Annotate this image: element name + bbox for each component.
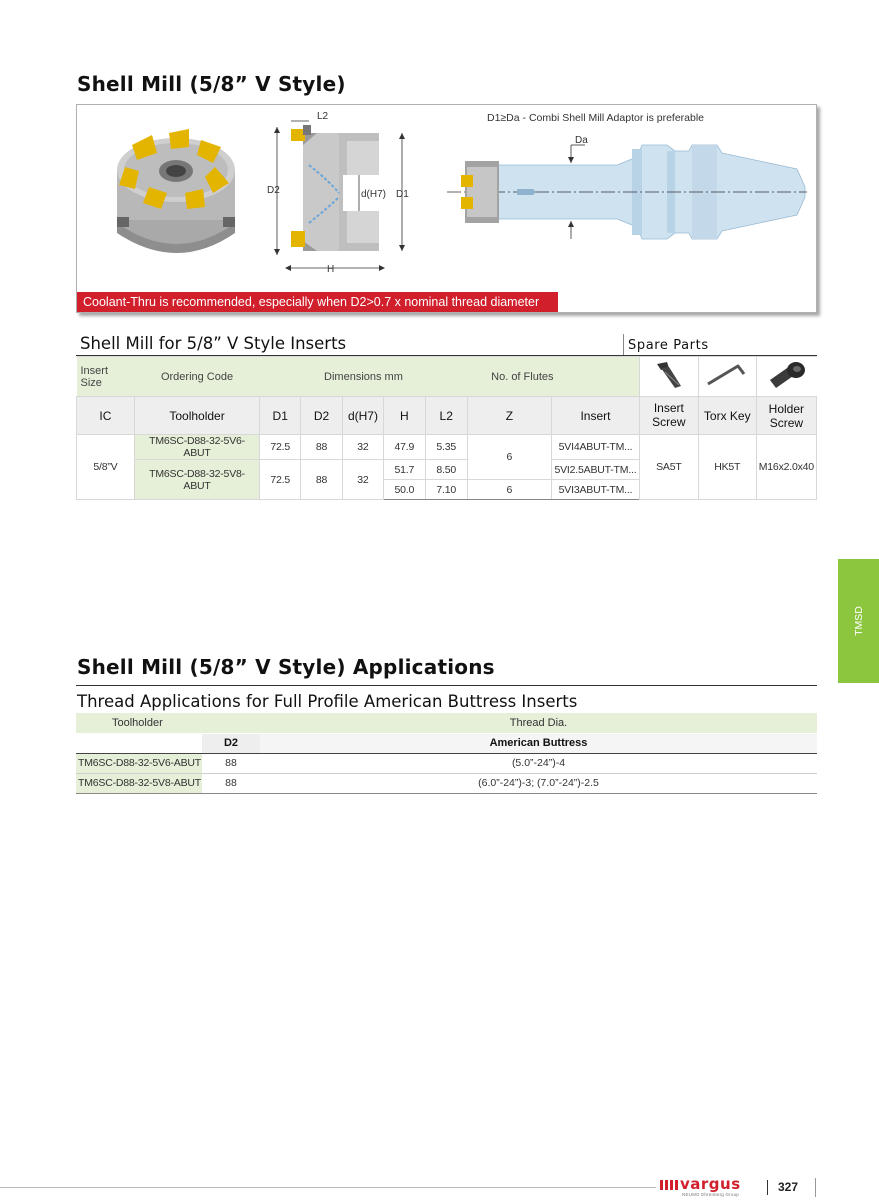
cell-holder-screw: M16x2.0x40 — [756, 435, 816, 500]
group-ordering-code: Ordering Code — [134, 357, 259, 397]
vargus-logo-mark-icon — [660, 1180, 678, 1190]
app-toolholder-2: TM6SC-D88-32-5V8-ABUT — [76, 773, 202, 793]
col-l2: L2 — [425, 397, 467, 435]
tool-drawings — [77, 105, 817, 313]
label-h: H — [327, 264, 335, 275]
app-col-american-buttress: American Buttress — [260, 733, 817, 753]
col-insert-screw: Insert Screw — [639, 397, 698, 435]
page-title: Shell Mill (5/8” V Style) — [77, 72, 346, 96]
applications-title-rule — [76, 685, 817, 686]
cell-h-2: 51.7 — [383, 460, 425, 480]
group-flutes-label: No. of Flutes — [491, 370, 554, 383]
app-threads-1: (5.0”-24”)-4 — [260, 753, 817, 773]
app-d2-2: 88 — [202, 773, 260, 793]
insert-screw-icon-cell — [639, 357, 698, 397]
cell-dh7-2: 32 — [342, 460, 383, 500]
thread-applications-title: Thread Applications for Full Profile American Buttress Inserts — [77, 692, 578, 711]
col-torx-key: Torx Key — [698, 397, 756, 435]
torx-key-icon-cell — [698, 357, 756, 397]
footer-line — [0, 1187, 656, 1188]
app-col-d2: D2 — [202, 733, 260, 753]
cell-insert-screw: SA5T — [639, 435, 698, 500]
label-da: Da — [575, 135, 588, 146]
shell-mill-table — [76, 356, 817, 500]
holder-screw-icon — [764, 358, 810, 392]
holder-screw-icon-cell — [756, 357, 816, 397]
thread-applications-table — [76, 713, 817, 794]
vargus-logo — [660, 1176, 760, 1198]
label-l2: L2 — [317, 111, 329, 122]
adaptor-note: D1≥Da - Combi Shell Mill Adaptor is preferable — [487, 112, 705, 124]
label-dh7: d(H7) — [361, 189, 387, 200]
col-z: Z — [467, 397, 551, 435]
app-col-thread-dia: Thread Dia. — [260, 713, 817, 733]
cell-insert-1: 5VI4ABUT-TM... — [552, 435, 640, 460]
label-d2: D2 — [267, 185, 280, 196]
cell-d1-2: 72.5 — [260, 460, 301, 500]
cell-d2-2: 88 — [301, 460, 343, 500]
col-toolholder: Toolholder — [134, 397, 259, 435]
col-d1: D1 — [260, 397, 301, 435]
side-tab-label: TMSD — [852, 606, 865, 636]
applications-subheader-row — [76, 733, 817, 753]
brand-name: vargus — [680, 1175, 741, 1193]
group-header-row — [77, 357, 817, 397]
group-dimensions: Dimensions mm — [260, 357, 467, 397]
section-side-tab — [838, 559, 879, 683]
cell-dh7-1: 32 — [342, 435, 383, 460]
footer-separator-right — [815, 1178, 816, 1197]
cell-h-1: 47.9 — [383, 435, 425, 460]
group-flutes — [467, 357, 639, 397]
cell-toolholder-2: TM6SC-D88-32-5V8-ABUT — [134, 460, 259, 500]
applications-title: Shell Mill (5/8” V Style) Applications — [77, 655, 495, 679]
table-row — [76, 753, 817, 773]
shell-mill-picture — [117, 129, 235, 253]
footer-separator — [767, 1180, 768, 1195]
col-holder-screw: Holder Screw — [756, 397, 816, 435]
cell-d1-1: 72.5 — [260, 435, 301, 460]
coolant-note: Coolant-Thru is recommended, especially when D2>0.7 x nominal thread diameter — [77, 292, 558, 312]
col-dh7: d(H7) — [342, 397, 383, 435]
col-ic: IC — [77, 397, 135, 435]
label-d1: D1 — [396, 189, 409, 200]
torx-key-icon — [704, 358, 750, 392]
cell-insert-3: 5VI3ABUT-TM... — [552, 480, 640, 500]
column-header-row — [77, 397, 817, 435]
col-d2: D2 — [301, 397, 343, 435]
cell-d2-1: 88 — [301, 435, 343, 460]
brand-tagline: NEUMO Ehrenberg Group — [682, 1192, 739, 1197]
table-row — [76, 773, 817, 793]
app-toolholder-1: TM6SC-D88-32-5V6-ABUT — [76, 753, 202, 773]
applications-header-row — [76, 713, 817, 733]
tool-figure — [76, 104, 817, 313]
table-title: Shell Mill for 5/8” V Style Inserts — [80, 334, 347, 353]
cell-l2-3: 7.10 — [425, 480, 467, 500]
insert-screw-icon — [649, 358, 689, 392]
group-insert-size: Insert Size — [77, 357, 135, 397]
cell-z-merged: 6 — [467, 435, 551, 480]
cell-ic: 5/8”V — [77, 435, 135, 500]
page-number: 327 — [778, 1180, 799, 1194]
cell-l2-1: 5.35 — [425, 435, 467, 460]
app-col-toolholder: Toolholder — [76, 713, 260, 733]
spare-divider — [623, 334, 624, 356]
cell-insert-2: 5VI2.5ABUT-TM... — [552, 460, 640, 480]
spare-parts-title: Spare Parts — [628, 338, 709, 353]
col-h: H — [383, 397, 425, 435]
app-d2-1: 88 — [202, 753, 260, 773]
cell-l2-2: 8.50 — [425, 460, 467, 480]
cell-h-3: 50.0 — [383, 480, 425, 500]
table-row — [77, 435, 817, 460]
app-col-blank — [76, 733, 202, 753]
cell-z-3: 6 — [467, 480, 551, 500]
cell-toolholder-1: TM6SC-D88-32-5V6-ABUT — [134, 435, 259, 460]
cell-torx-key: HK5T — [698, 435, 756, 500]
app-threads-2: (6.0”-24”)-3; (7.0”-24”)-2.5 — [260, 773, 817, 793]
col-insert: Insert — [552, 397, 640, 435]
adaptor-drawing — [447, 145, 807, 239]
